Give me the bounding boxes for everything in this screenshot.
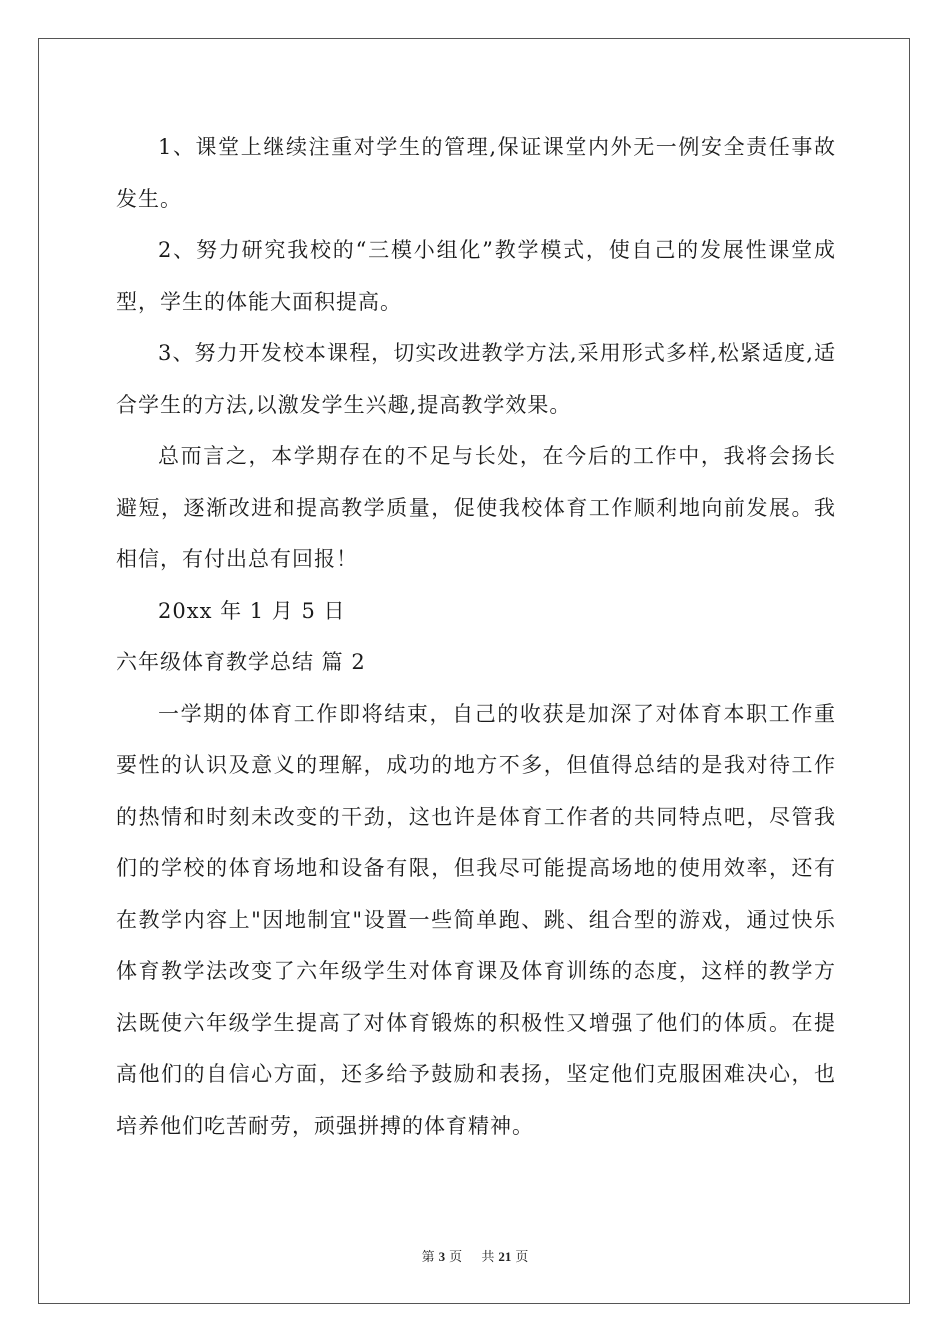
paragraph-summary: 总而言之，本学期存在的不足与长处，在今后的工作中，我将会扬长避短，逐渐改进和提高教学质量，促使我校体育工作顺利地向前发展。我相信，有付出总有回报！ — [116, 444, 836, 571]
document-body — [116, 122, 836, 1152]
page-current: 3 — [438, 1249, 446, 1264]
page-total — [477, 1249, 532, 1264]
date-line: 20xx 年 1 月 5 日 — [158, 598, 346, 623]
page-suffix: 页 — [449, 1249, 463, 1264]
page-number — [418, 1249, 467, 1264]
paragraph-item-2: 2、努力研究我校的“三模小组化”教学模式，使自己的发展性课堂成型，学生的体能大面积提高。 — [116, 238, 836, 314]
page-footer — [0, 1246, 950, 1265]
total-prefix: 共 — [481, 1249, 495, 1264]
section-heading: 六年级体育教学总结 篇 2 — [116, 650, 366, 674]
paragraph-item-3: 3、努力开发校本课程，切实改进教学方法,采用形式多样,松紧适度,适合学生的方法,以激发学生兴趣,提高教学效果。 — [116, 341, 836, 417]
paragraph-item-1: 1、课堂上继续注重对学生的管理,保证课堂内外无一例安全责任事故发生。 — [116, 135, 836, 211]
page-total-number: 21 — [498, 1249, 512, 1264]
page-prefix: 第 — [421, 1249, 435, 1264]
total-suffix: 页 — [515, 1249, 529, 1264]
section-paragraph: 一学期的体育工作即将结束，自己的收获是加深了对体育本职工作重要性的认识及意义的理解，成功的地方不多，但值得总结的是我对待工作的热情和时刻未改变的干劲，这也许是体育工作者的共同特点吧，尽管我们的学校的体育场地和设备有限，但我尽可能提高场地的使用效率，还有在教学内容上"因地制宜"设置一些简单跑、跳、组合型的游戏，通过快乐体育教学法改变了六年级学生对体育课及体育训练的态度，这样的教学方法既使六年级学生提高了对体育锻炼的积极性又增强了他们的体质。在提高他们的自信心方面，还多给予鼓励和表扬，坚定他们克服困难决心，也培养他们吃苦耐劳，顽强拼搏的体育精神。 — [116, 701, 836, 1138]
